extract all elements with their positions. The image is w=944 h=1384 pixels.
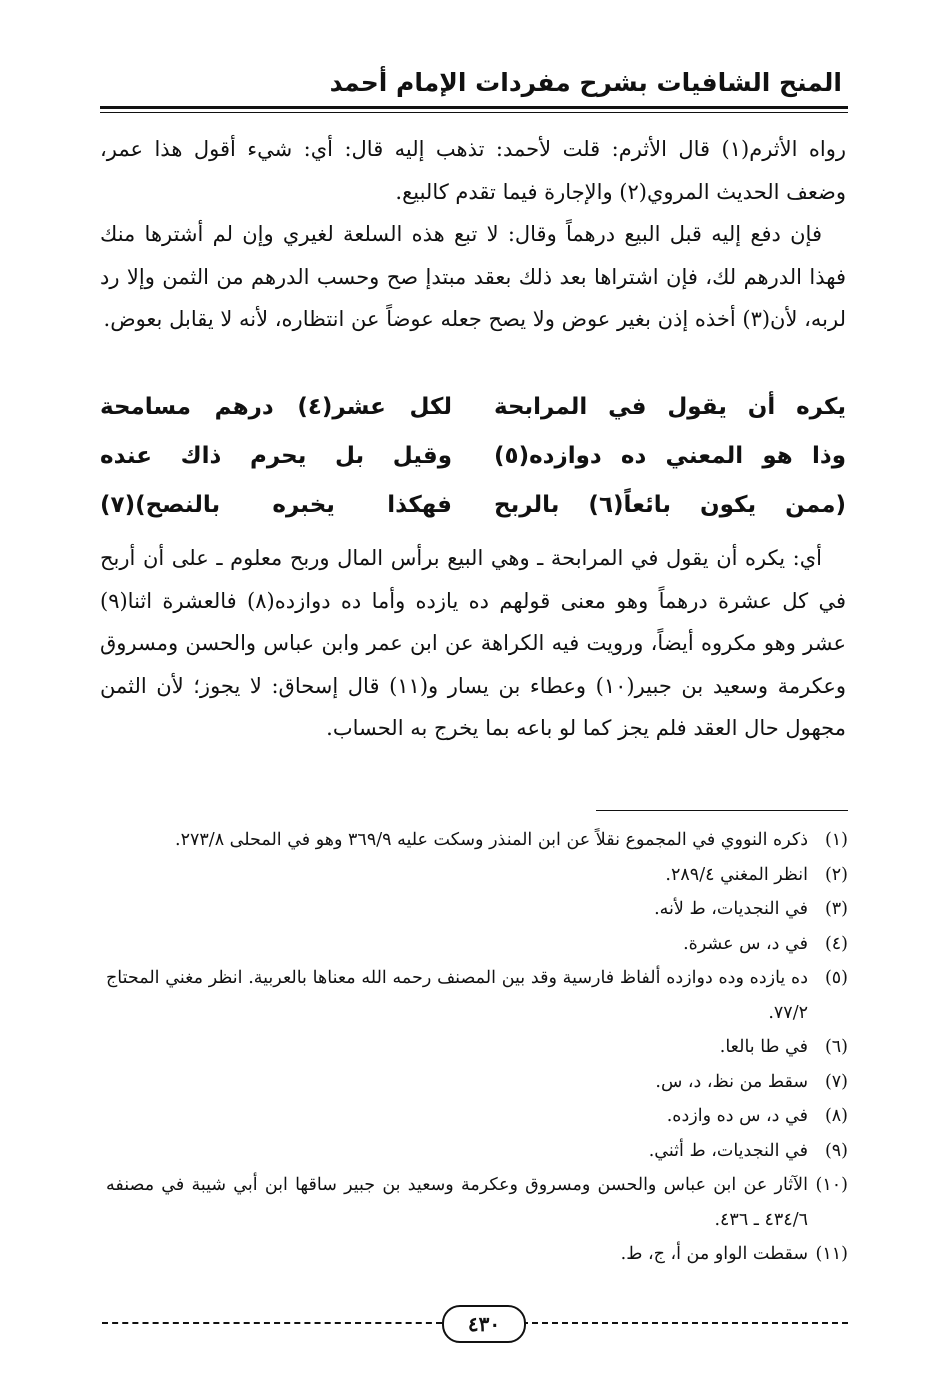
poem-verse-2	[100, 432, 846, 481]
footnote-item	[106, 1168, 848, 1237]
footnote-text: في د، س ده وازده.	[666, 1106, 808, 1126]
footnote-item	[106, 823, 848, 858]
footnote-text: الآثار عن ابن عباس والحسن ومسروق وعكرمة وسعيد بن جبير ساقها ابن أبي شيبة في مصنفه ٤٣٤/٦ ـ ٤٣٦.	[106, 1175, 808, 1230]
explanation-paragraph	[100, 537, 846, 750]
footer-dashed-rule-left	[102, 1322, 442, 1324]
header-rule-thin	[100, 112, 848, 113]
footnote-text: ذكره النووي في المجموع نقلاً عن ابن المنذر وسكت عليه ٣٦٩/٩ وهو في المحلى ٢٧٣/٨.	[175, 830, 808, 850]
footnote-text: سقطت الواو من أ، ج، ط.	[620, 1244, 808, 1264]
footnote-text: سقط من نظ، د، س.	[655, 1071, 808, 1092]
page-number: ٤٣٠	[442, 1305, 526, 1343]
footnote-item	[106, 1099, 848, 1134]
footnote-text: في طا بالعا.	[719, 1037, 808, 1057]
footnote-text: في النجديات، ط أثني.	[648, 1140, 808, 1161]
footnote-number: (١٠)	[815, 1175, 848, 1195]
paragraph-text: رواه الأثرم(١) قال الأثرم: قلت لأحمد: تذهب إليه قال: أي: شيء أقول هذا عمر، وضعف الحديث المروي(٢) والإجارة فيما تقدم كالبيع.	[100, 137, 846, 204]
footer-dashed-rule-right	[522, 1322, 848, 1324]
footnotes-list	[106, 823, 848, 1272]
footnote-number: (٤)	[824, 933, 848, 954]
footnote-item	[106, 961, 848, 1030]
footnote-item	[106, 892, 848, 927]
footnote-item	[106, 1065, 848, 1100]
footnote-number: (٦)	[824, 1037, 848, 1057]
body-paragraph-1	[100, 128, 846, 213]
verse-second-hemistich: لكل عشر(٤) درهم مسامحة	[100, 394, 452, 420]
paragraph-text: أي: يكره أن يقول في المرابحة ـ وهي البيع برأس المال وربح معلوم ـ على أن أربح في كل عشرة درهماً وهو معنى قولهم ده يازده وأما ده دوازده(٨) فالعشرة اثنا(٩) عشر وهو مكروه أيضاً، ورويت فيه الكراهة عن ابن عمر وابن عباس والحسن ومسروق وعكرمة وسعيد بن جبير(١٠) وعطاء بن يسار و(١١) قال إسحاق: لا يجوز؛ لأن الثمن مجهول حال العقد فلم يجز كما لو باعه بما يخرج به الحساب.	[100, 546, 846, 740]
footnote-text: في النجديات، ط لأنه.	[654, 899, 808, 919]
body-paragraph-2	[100, 213, 846, 341]
verse-first-hemistich: (ممن يكون بائعاً(٦) بالربح	[494, 492, 846, 518]
footnote-number: (٨)	[824, 1106, 848, 1126]
poem-verses	[100, 383, 846, 530]
footnote-item	[106, 1030, 848, 1065]
poem-verse-3	[100, 481, 846, 530]
footnote-text: في د، س عشرة.	[683, 933, 808, 954]
footnote-number: (١١)	[815, 1244, 848, 1264]
footnote-text: انظر المغني ٢٨٩/٤.	[665, 864, 808, 885]
paragraph-text: فإن دفع إليه قبل البيع درهماً وقال: لا تبع هذه السلعة لغيري وإن لم أشترها منك فهذا الدرهم لك، فإن اشتراها بعد ذلك بعقد مبتدإ صح وحسب الدرهم من الثمن وإلا رد لربه، لأن(٣) أخذه إذن بغير عوض ولا يصح جعله عوضاً عن انتظاره، لأنه لا يقابل بعوض.	[100, 222, 846, 331]
footnote-item	[106, 927, 848, 962]
footnote-number: (٢)	[824, 864, 848, 885]
header-rule-thick	[100, 106, 848, 109]
footnote-item	[106, 1134, 848, 1169]
footnote-number: (١)	[824, 830, 848, 850]
poem-verse-1	[100, 383, 846, 432]
footnote-item	[106, 858, 848, 893]
verse-first-hemistich: يكره أن يقول في المرابحة	[494, 394, 846, 420]
verse-first-hemistich: وذا هو المعني ده دوازده(٥)	[494, 443, 846, 469]
footnote-number: (٧)	[824, 1071, 848, 1092]
footnote-number: (٩)	[824, 1140, 848, 1161]
footnote-number: (٥)	[824, 968, 848, 988]
running-header-title: المنح الشافيات بشرح مفردات الإمام أحمد	[329, 68, 842, 97]
footnote-separator	[596, 810, 848, 811]
verse-second-hemistich: فهكذا يخبره بالنصح)(٧)	[100, 492, 452, 518]
verse-second-hemistich: وقيل بل يحرم ذاك عنده	[100, 443, 452, 469]
footnote-number: (٣)	[824, 899, 848, 919]
footnote-text: ده يازده وده دوازده ألفاظ فارسية وقد بين المصنف رحمه الله معناها بالعربية. انظر مغني المحتاج ٧٧/٢.	[106, 968, 808, 1023]
footnote-item	[106, 1237, 848, 1272]
